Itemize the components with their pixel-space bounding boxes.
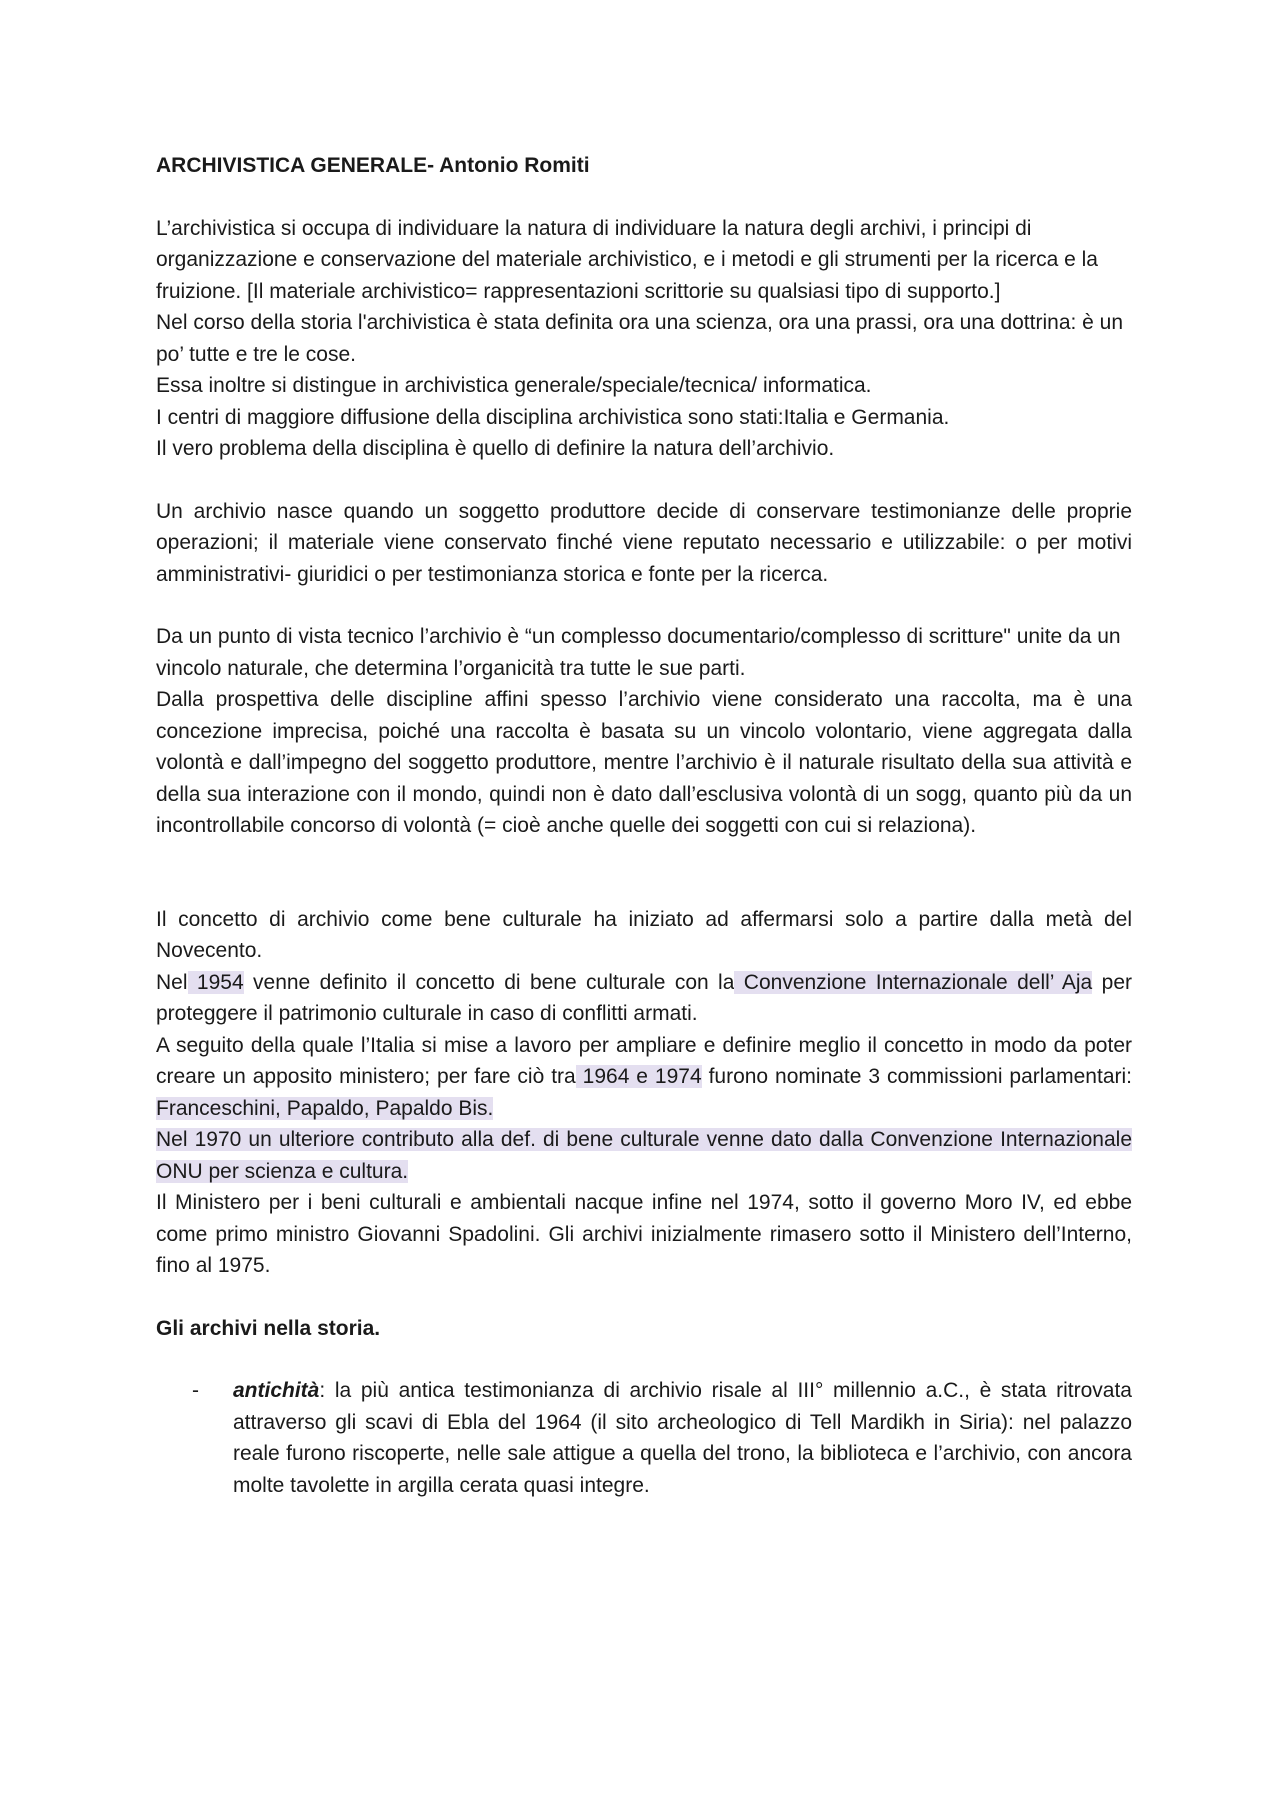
intro-paragraph-3: Essa inoltre si distingue in archivistica generale/speciale/tecnica/ informatica. xyxy=(156,374,872,397)
intro-paragraph-2: Nel corso della storia l'archivistica è stata definita ora una scienza, ora una prassi, ora una dottrina: è un po’ tutte e tre le cose. xyxy=(156,311,1124,366)
technical-view-paragraph-1: Da un punto di vista tecnico l’archivio è “un complesso documentario/complesso di scritture" unite da un vincolo naturale, che determina l’organicità tra tutte le sue parti. xyxy=(156,625,1121,680)
text-run: Nel xyxy=(156,970,188,994)
intro-paragraph-1: L’archivistica si occupa di individuare la natura di individuare la natura degli archivi, i principi di organizzazione e conservazione del materiale archivistico, e i metodi e gli strumenti per la ricerca e la fruizione. [Il materiale archivistico= rappresentazioni scrittorie su qualsiasi tipo di supporto.] xyxy=(156,216,1098,303)
bullet-dash: - xyxy=(192,1379,199,1402)
spacer xyxy=(156,465,1132,496)
intro-paragraph-5: Il vero problema della disciplina è quello di definire la natura dell’archivio. xyxy=(156,437,835,460)
highlight-convention-aja: Convenzione Internazionale dell’ Aja xyxy=(734,970,1093,994)
cultural-good-paragraph-3 xyxy=(156,1030,1132,1125)
intro-paragraph-4: I centri di maggiore diffusione della disciplina archivistica sono stati:Italia e Germania. xyxy=(156,405,950,429)
history-list xyxy=(156,1375,1132,1501)
document-title: ARCHIVISTICA GENERALE- Antonio Romiti xyxy=(156,154,590,177)
spacer xyxy=(156,1344,1132,1375)
archive-birth-paragraph: Un archivio nasce quando un soggetto produttore decide di conservare testimonianze delle proprie operazioni; il materiale viene conservato finché viene reputato necessario e utilizzabile: o per motivi amministrativi- giuridici o per testimonianza storica e fonte per la ricerca. xyxy=(156,499,1132,586)
text-run: furono nominate 3 commissioni parlamentari: xyxy=(701,1065,1132,1088)
text-run: A seguito della quale l’Italia si mise a lavoro per ampliare e definire meglio il concetto in modo da poter creare un apposito ministero; per fare ciò tra xyxy=(156,1033,1132,1088)
highlight-commissions: Franceschini, Papaldo, Papaldo Bis. xyxy=(156,1096,494,1120)
highlight-year-1954: 1954 xyxy=(187,970,244,994)
spacer xyxy=(156,590,1132,621)
cultural-good-paragraph-1: Il concetto di archivio come bene culturale ha iniziato ad affermarsi solo a partire dalla metà del Novecento. xyxy=(156,907,1132,962)
list-item-text: : la più antica testimonianza di archivio risale al III° millennio a.C., è stata ritrovata attraverso gli scavi di Ebla del 1964 (il sito archeologico di Tell Mardikh in Siria): nel palazzo reale furono riscoperte, nelle sale attigue a quella del trono, la biblioteca e l’archivio, con ancora molte tavolette in argilla cerata quasi integre. xyxy=(233,1379,1132,1497)
cultural-good-paragraph-5: Il Ministero per i beni culturali e ambientali nacque infine nel 1974, sotto il governo Moro IV, ed ebbe come primo ministro Giovanni Spadolini. Gli archivi inizialmente rimasero sotto il Ministero dell’Interno, fino al 1975. xyxy=(156,1191,1132,1277)
document-page xyxy=(156,150,1132,1501)
history-heading: Gli archivi nella storia. xyxy=(156,1316,381,1340)
highlight-years-1964-1974: 1964 e 1974 xyxy=(575,1065,702,1088)
spacer xyxy=(156,1282,1132,1313)
technical-view-paragraph-2: Dalla prospettiva delle discipline affini spesso l’archivio viene considerato una raccolta, ma è una concezione imprecisa, poiché una raccolta è basata su un vincolo volontario, viene aggregata dalla volontà e dall’impegno del soggetto produttore, mentre l’archivio è il naturale risultato della sua attività e della sua interazione con il mondo, quindi non è dato dall’esclusiva volontà di un sogg, quanto più da un incontrollabile concorso di volontà (= cioè anche quelle dei soggetti con cui si relaziona). xyxy=(156,688,1132,837)
cultural-good-paragraph-4 xyxy=(156,1124,1132,1187)
list-item xyxy=(156,1375,1132,1501)
spacer xyxy=(156,842,1132,904)
text-run: per proteggere il patrimonio culturale in caso di conflitti armati. xyxy=(156,970,1132,1025)
highlight-convention-onu: Nel 1970 un ulteriore contributo alla def. di bene culturale venne dato dalla Convenzione Internazionale ONU per scienza e cultura. xyxy=(156,1128,1132,1183)
list-item-term: antichità xyxy=(233,1379,320,1402)
cultural-good-paragraph-2 xyxy=(156,967,1132,1030)
text-run: venne definito il concetto di bene culturale con la xyxy=(243,970,735,994)
